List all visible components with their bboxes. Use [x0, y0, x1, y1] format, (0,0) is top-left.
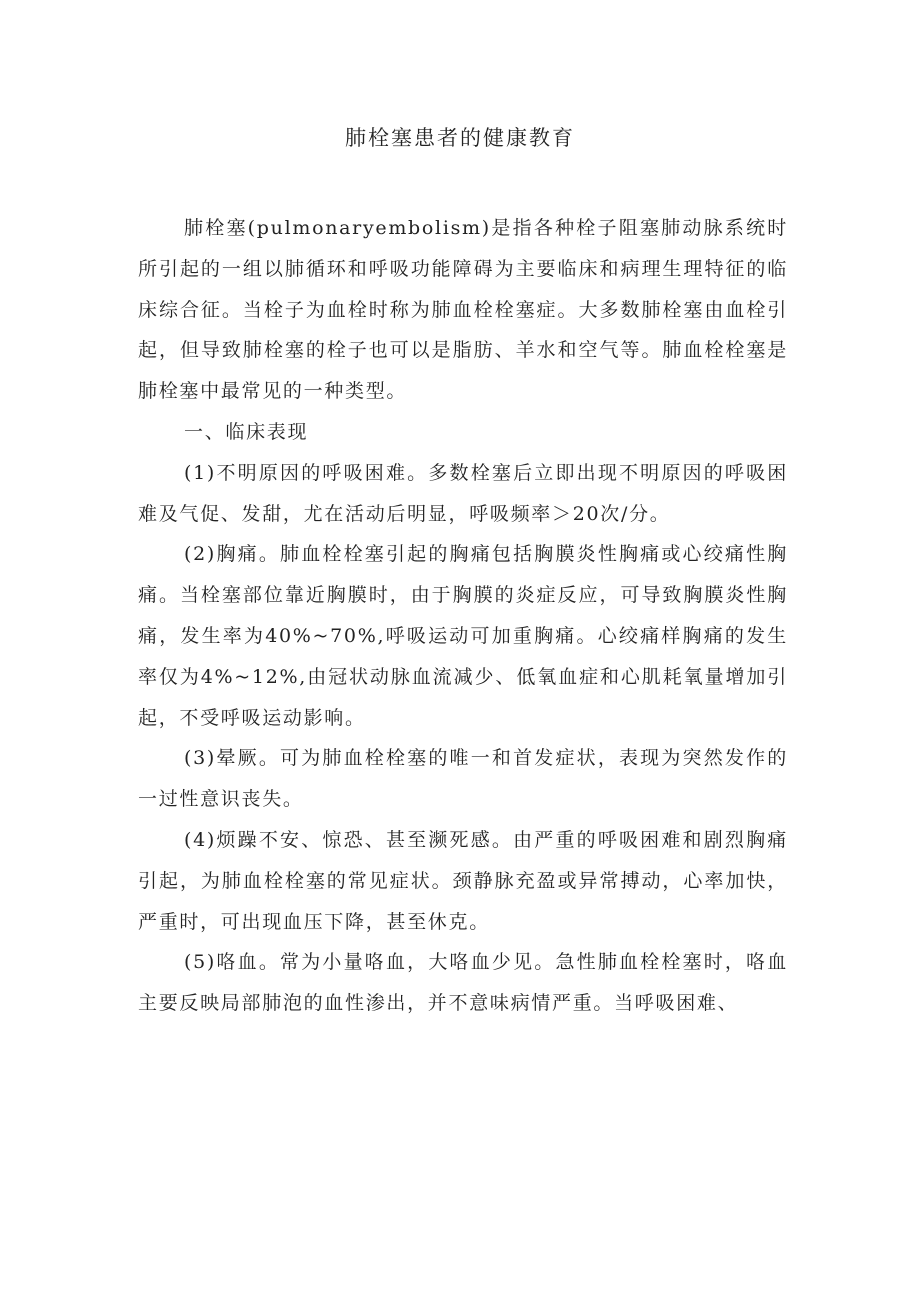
symptom-item-syncope: (3)晕厥。可为肺血栓栓塞的唯一和首发症状，表现为突然发作的一过性意识丧失。: [138, 747, 788, 811]
symptom-item-chest-pain: (2)胸痛。肺血栓栓塞引起的胸痛包括胸膜炎性胸痛或心绞痛性胸痛。当栓塞部位靠近胸膜时，由于胸膜的炎症反应，可导致胸膜炎性胸痛，发生率为40%~70%,呼吸运动可加重胸痛。心绞痛样胸痛的发生率仅为4%~12%,由冠状动脉血流减少、低氧血症和心肌耗氧量增加引起，不受呼吸运动影响。: [138, 543, 788, 729]
section-heading-clinical: 一、临床表现: [184, 420, 309, 443]
page-title: 肺栓塞患者的健康教育: [345, 126, 575, 150]
document-body: [138, 208, 788, 1024]
symptom-item-dyspnea: (1)不明原因的呼吸困难。多数栓塞后立即出现不明原因的呼吸困难及气促、发甜，尤在活动后明显，呼吸频率＞20次/分。: [138, 461, 788, 525]
symptom-item-hemoptysis: (5)咯血。常为小量咯血，大咯血少见。急性肺血栓栓塞时，咯血主要反映局部肺泡的血性渗出，并不意味病情严重。当呼吸困难、: [138, 951, 788, 1015]
intro-paragraph: 肺栓塞(pulmonaryembolism)是指各种栓子阻塞肺动脉系统时所引起的一组以肺循环和呼吸功能障碍为主要临床和病理生理特征的临床综合征。当栓子为血栓时称为肺血栓栓塞症。大多数肺栓塞由血栓引起，但导致肺栓塞的栓子也可以是脂肪、羊水和空气等。肺血栓栓塞是肺栓塞中最常见的一种类型。: [138, 217, 788, 403]
symptom-item-anxiety: (4)烦躁不安、惊恐、甚至濒死感。由严重的呼吸困难和剧烈胸痛引起，为肺血栓栓塞的常见症状。颈静脉充盈或异常搏动，心率加快，严重时，可出现血压下降，甚至休克。: [138, 828, 788, 933]
